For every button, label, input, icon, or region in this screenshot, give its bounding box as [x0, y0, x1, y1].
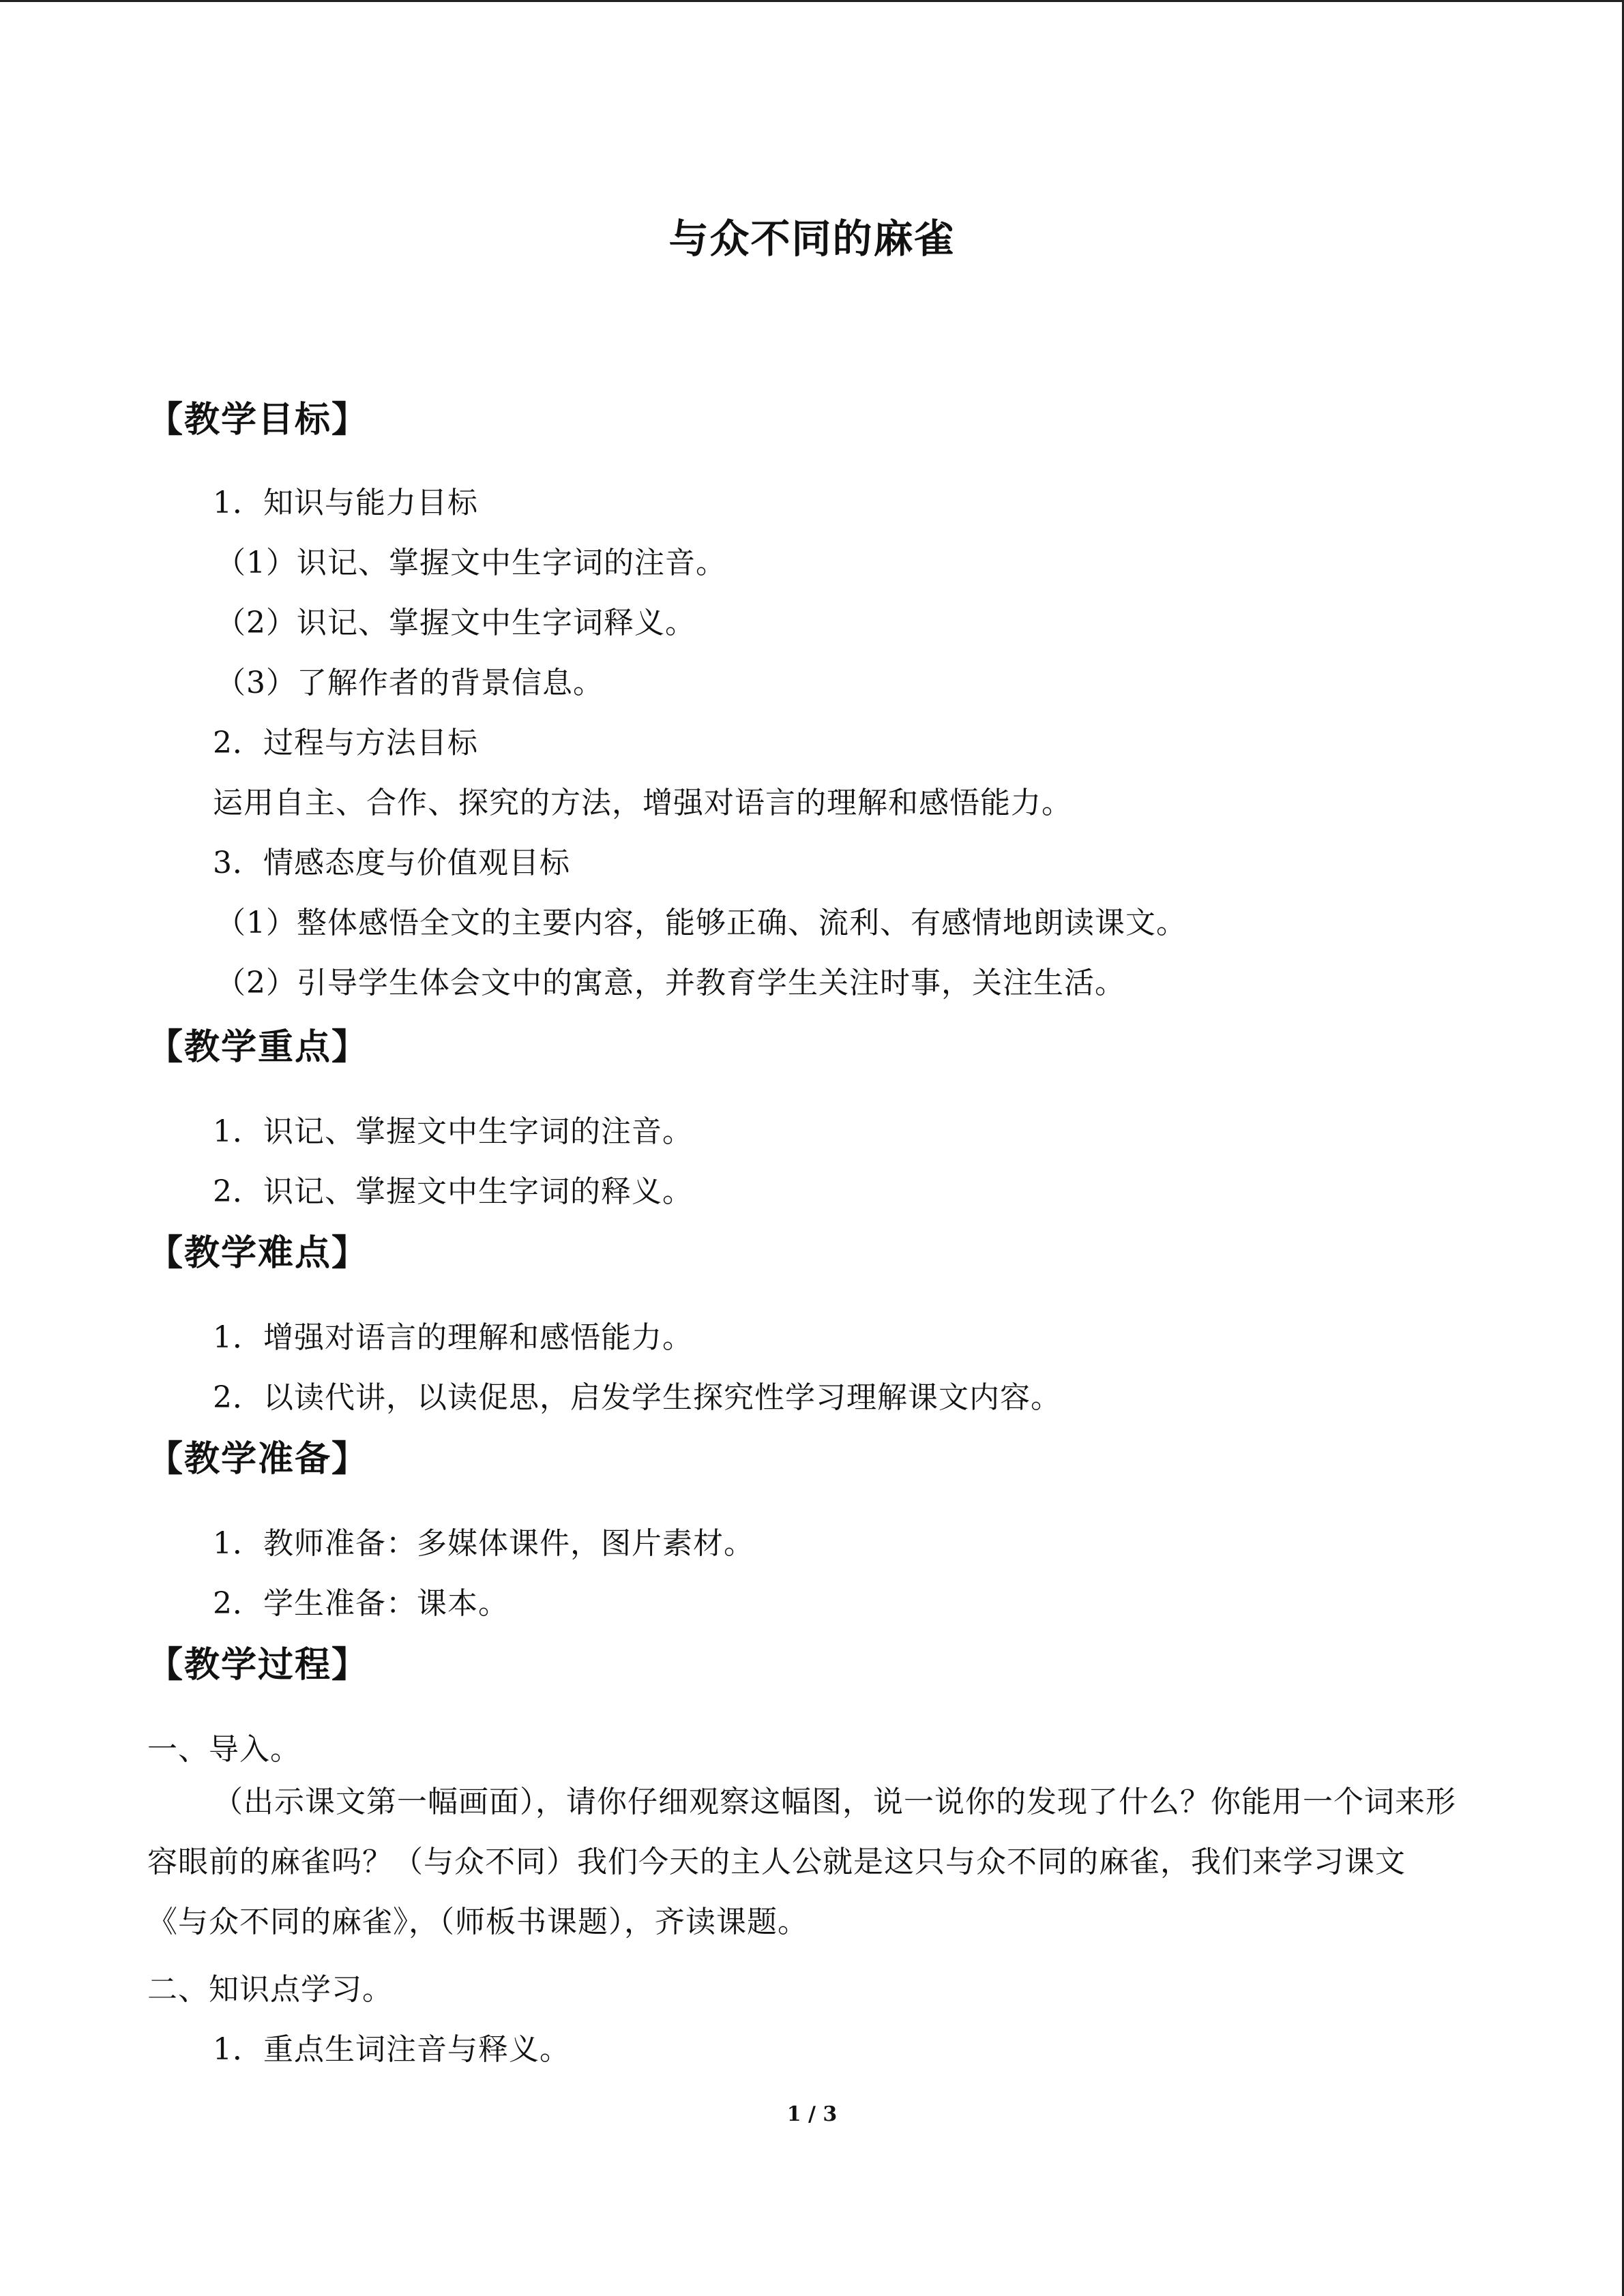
- section-heading-difficulties: 【教学难点】: [147, 1232, 369, 1274]
- process-step: 二、知识点学习。: [147, 1972, 393, 2007]
- goal-item: 运用自主、合作、探究的方法，增强对语言的理解和感悟能力。: [213, 786, 1072, 820]
- process-step: 一、导入。: [147, 1732, 301, 1767]
- process-substep: 1．重点生词注音与释义。: [213, 2032, 570, 2067]
- goal-item: 1．知识与能力目标: [213, 486, 478, 520]
- difficulty-item: 2．以读代讲，以读促思，启发学生探究性学习理解课文内容。: [213, 1380, 1061, 1415]
- preparation-item: 2．学生准备：课本。: [213, 1586, 509, 1621]
- section-heading-process: 【教学过程】: [147, 1644, 369, 1686]
- goal-item: （3）了解作者的背景信息。: [216, 666, 604, 700]
- goal-item: （2）引导学生体会文中的寓意，并教育学生关注时事，关注生活。: [216, 966, 1125, 1000]
- goal-item: （2）识记、掌握文中生字词释义。: [216, 606, 696, 640]
- process-paragraph: （出示课文第一幅画面），请你仔细观察这幅图，说一说你的发现了什么？你能用一个词来形容眼前的麻雀吗？（与众不同）我们今天的主人公就是这只与众不同的麻雀，我们来学习课文《与众不同的麻雀》，（师板书课题），齐读课题。: [147, 1785, 1456, 1939]
- goal-item: （1）整体感悟全文的主要内容，能够正确、流利、有感情地朗读课文。: [216, 906, 1187, 940]
- page-number: 1 / 3: [786, 2102, 838, 2126]
- difficulty-item: 1．增强对语言的理解和感悟能力。: [213, 1320, 693, 1355]
- key-point-item: 2．识记、掌握文中生字词的释义。: [213, 1174, 693, 1209]
- preparation-item: 1．教师准备：多媒体课件，图片素材。: [213, 1526, 754, 1561]
- section-heading-key-points: 【教学重点】: [147, 1026, 369, 1068]
- section-heading-goals: 【教学目标】: [147, 399, 369, 441]
- key-point-item: 1．识记、掌握文中生字词的注音。: [213, 1114, 693, 1149]
- goal-item: （1）识记、掌握文中生字词的注音。: [216, 546, 726, 580]
- goal-item: 3．情感态度与价值观目标: [213, 846, 570, 880]
- document-title: 与众不同的麻雀: [668, 215, 956, 262]
- goal-item: 2．过程与方法目标: [213, 726, 478, 760]
- section-heading-preparation: 【教学准备】: [147, 1438, 369, 1480]
